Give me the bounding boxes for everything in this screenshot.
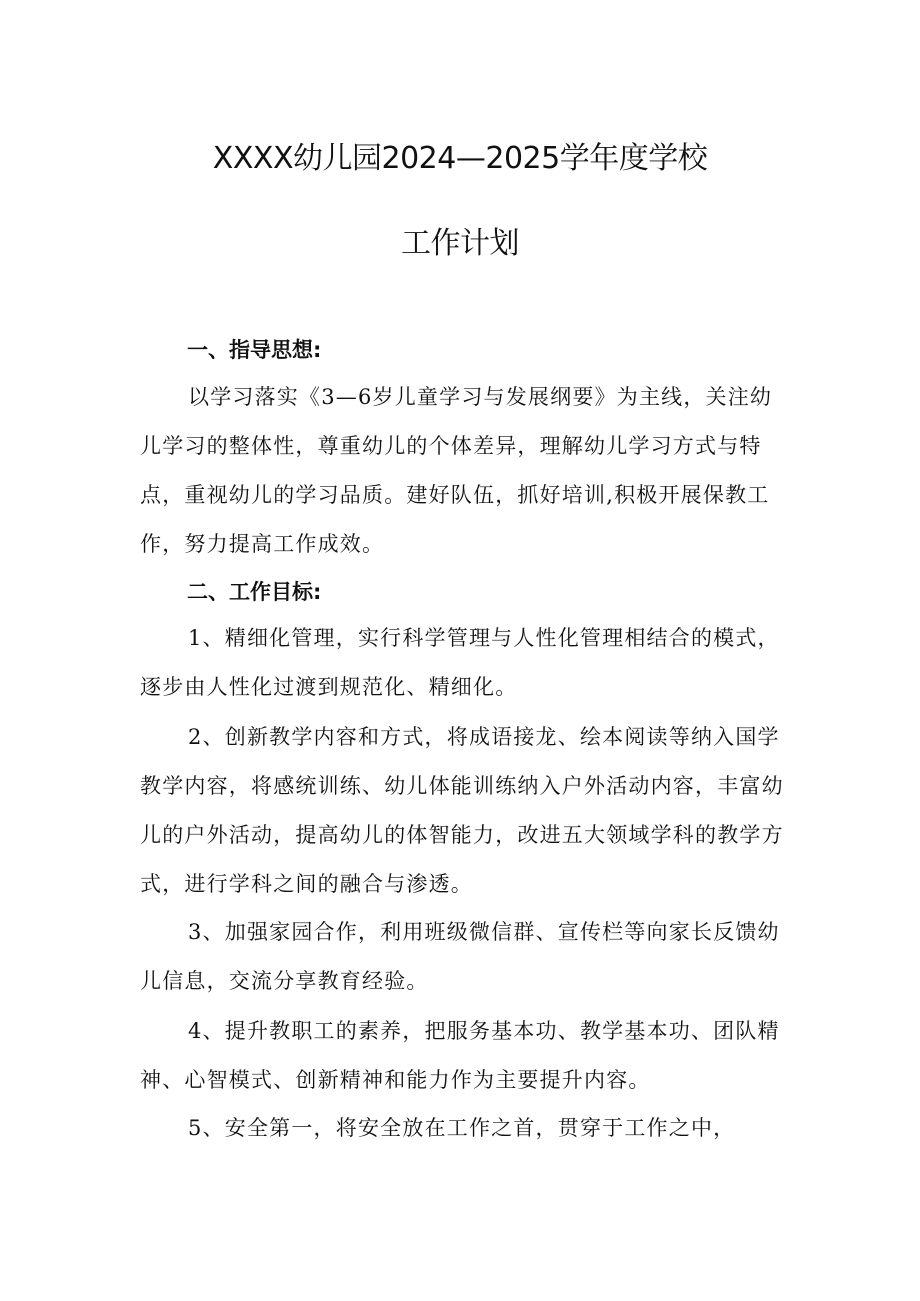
paragraph-guiding-thought: 以学习落实《3—6岁儿童学习与发展纲要》为主线，关注幼儿学习的整体性，尊重幼儿的个体差异，理解幼儿学习方式与特点，重视幼儿的学习品质。建好队伍，抓好培训,积极开展保教工作，努力提高工作成效。 xyxy=(140,385,773,556)
paragraph-goal-4: 4、提升教职工的素养，把服务基本功、教学基本功、团队精神、心智模式、创新精神和能力作为主要提升内容。 xyxy=(140,1019,780,1092)
paragraph-goal-2: 2、创新教学内容和方式，将成语接龙、绘本阅读等纳入国学教学内容，将感统训练、幼儿体能训练纳入户外活动内容，丰富幼儿的户外活动，提高幼儿的体智能力，改进五大领域学科的教学方式，进行学科之间的融合与渗透。 xyxy=(140,725,784,896)
paragraph-goal-3: 3、加强家园合作，利用班级微信群、宣传栏等向家长反馈幼儿信息，交流分享教育经验。 xyxy=(140,920,780,993)
paragraph-goal-5: 5、安全第一，将安全放在工作之首，贯穿于工作之中， xyxy=(188,1116,736,1140)
document-title-line2: 工作计划 xyxy=(401,226,519,261)
section-heading-guiding-thought: 一、指导思想: xyxy=(187,338,322,362)
paragraph-goal-1: 1、精细化管理，实行科学管理与人性化管理相结合的模式，逐步由人性化过渡到规范化、精细化。 xyxy=(140,626,780,699)
document-title-line1: XXXX幼儿园2024—2025学年度学校 xyxy=(212,141,708,176)
section-heading-work-goals: 二、工作目标: xyxy=(187,580,322,604)
